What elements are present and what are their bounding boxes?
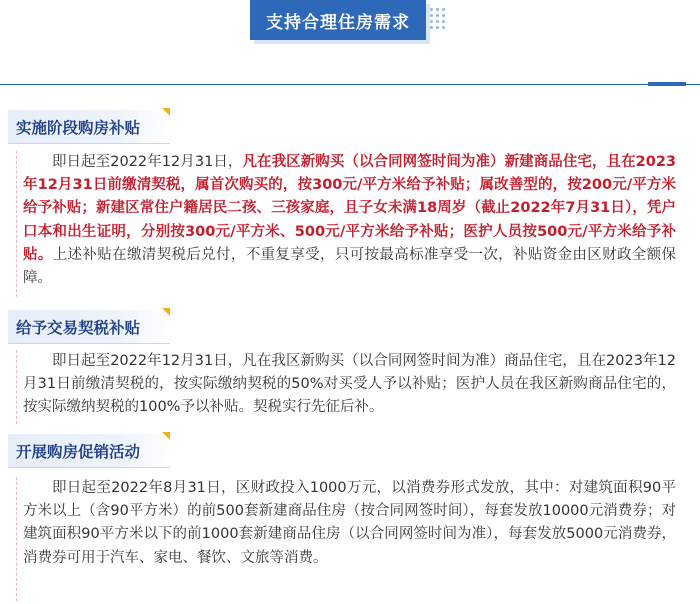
top-divider xyxy=(0,84,700,85)
dot-grid-decoration xyxy=(430,8,450,36)
section-title: 实施阶段购房补贴 xyxy=(16,118,141,137)
paragraph-text: 即日起至2022年12月31日， xyxy=(52,154,243,170)
section-paragraph-deed-tax-subsidy xyxy=(16,350,684,424)
header-badge-label: 支持合理住房需求 xyxy=(266,12,410,33)
section-heading-deed-tax-subsidy xyxy=(8,310,170,344)
corner-mark xyxy=(162,308,170,316)
section-paragraph-promotion-activity xyxy=(16,477,684,601)
paragraph-text: 即日起至2022年8月31日，区财政投入1000万元，以消费券形式发放，其中：对建筑面积90平方米以上（含90平方米）的前500套新建商品住房（按合同网签时间），每套发放10000元消费券；对建筑面积90平方米以下的前1000套新建商品住房（以合同网签时间为准），每套发放5000元消费券，消费券可用于汽车、家电、餐饮、文旅等消费。 xyxy=(23,480,676,566)
paragraph-text: 上述补贴在缴清契税后兑付，不重复享受，只可按最高标准享受一次，补贴资金由区财政全额保障。 xyxy=(23,246,677,287)
section-heading-purchase-subsidy xyxy=(8,110,170,144)
section-title: 开展购房促销活动 xyxy=(16,442,141,461)
section-heading-promotion-activity xyxy=(8,434,170,468)
top-divider-accent xyxy=(648,82,686,86)
section-paragraph-purchase-subsidy xyxy=(16,151,684,297)
highlighted-text: 凡在我区新购买（以合同网签时间为准）新建商品住宅，且在2023年12月31日前缴清契税，属首次购买的，按300元/平方米给予补贴；属改善型的，按200元/平方米给予补贴；新建区常住户籍居民二孩、三孩家庭，且子女未满18周岁（截止2022年7月31日），凭户口本和出生证明，分别按300元/平方米、500元/平方米给予补贴；医护人员按500元/平方米给予补贴。 xyxy=(23,154,676,263)
corner-mark xyxy=(162,432,170,440)
corner-mark xyxy=(162,108,170,116)
section-title: 给予交易契税补贴 xyxy=(16,318,141,337)
header-badge xyxy=(250,0,426,40)
paragraph-text: 即日起至2022年12月31日，凡在我区新购买（以合同网签时间为准）商品住宅，且在2023年12月31日前缴清契税的，按实际缴纳契税的50%对买受人予以补贴；医护人员在我区新购商品住宅的，按实际缴纳契税的100%予以补贴。契税实行先征后补。 xyxy=(23,353,676,416)
